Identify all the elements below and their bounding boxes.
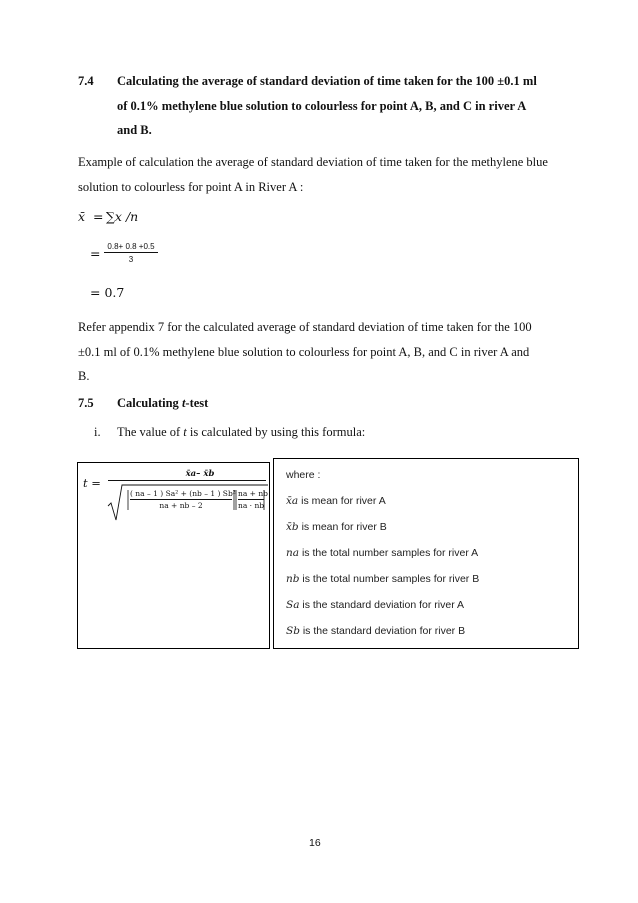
t-inner-numerator: ( na – 1 ) Sa² + (nb – 1 ) Sb² bbox=[130, 489, 236, 498]
t-numerator: x̄a– x̄b bbox=[185, 469, 215, 479]
where-row-text: is the standard deviation for river A bbox=[299, 599, 465, 611]
refer-line3: B. bbox=[78, 369, 90, 383]
where-row-symbol: na bbox=[286, 547, 300, 559]
eq1-rhs: ∑x /n bbox=[106, 209, 139, 224]
t-inner-fraction bbox=[130, 489, 236, 510]
where-row-text: is the total number samples for river B bbox=[299, 573, 480, 585]
where-title: where : bbox=[286, 469, 321, 481]
t-right-fraction bbox=[238, 489, 268, 510]
section-7-4-title-line1: Calculating the average of standard deviation of time taken for the 100 ±0.1 ml bbox=[117, 74, 537, 88]
where-row-n-b bbox=[286, 573, 479, 585]
where-row-text: is the standard deviation for river B bbox=[299, 625, 466, 637]
t-right-denominator: na · nb bbox=[238, 501, 265, 510]
section-7-4-title-line3: and B. bbox=[117, 123, 152, 137]
where-row-s-b bbox=[286, 625, 465, 637]
where-row-symbol: nb bbox=[286, 573, 300, 585]
refer-line1: Refer appendix 7 for the calculated average of standard deviation of time taken for the 100 bbox=[78, 320, 532, 334]
eq1-lhs: x̄ bbox=[78, 209, 86, 224]
eq2-fraction bbox=[104, 242, 158, 264]
t-formula-fraction bbox=[108, 469, 266, 481]
example-line2: solution to colourless for point A in River A : bbox=[78, 180, 304, 194]
where-row-symbol: x̄a bbox=[286, 495, 299, 507]
section-7-4-number: 7.4 bbox=[78, 74, 94, 88]
refer-line2: ±0.1 ml of 0.1% methylene blue solution to colourless for point A, B, and C in river A and bbox=[78, 345, 530, 359]
where-row-mean-b bbox=[286, 521, 387, 533]
where-row-symbol: Sa bbox=[286, 599, 300, 611]
t-inner-denominator: na + nb – 2 bbox=[159, 501, 203, 510]
t-label: t = bbox=[83, 476, 101, 490]
where-row-n-a bbox=[286, 547, 478, 559]
section-7-5-title-suffix: -test bbox=[185, 396, 209, 410]
eq2-numerator: 0.8+ 0.8 +0.5 bbox=[104, 242, 158, 253]
where-row-text: is mean for river A bbox=[298, 495, 386, 507]
eq2-denominator: 3 bbox=[128, 255, 134, 264]
list-item-text bbox=[117, 420, 365, 445]
where-box bbox=[273, 458, 579, 649]
section-7-4-title-line2: of 0.1% methylene blue solution to colourless for point A, B, and C in river A bbox=[117, 99, 527, 113]
eq2-op: = bbox=[90, 246, 101, 261]
eq1-op: = bbox=[93, 209, 104, 224]
where-row-symbol: Sb bbox=[286, 625, 300, 637]
section-7-5-title-prefix: Calculating bbox=[117, 396, 182, 410]
section-7-5-title-t: t bbox=[181, 396, 186, 410]
item-text-t: t bbox=[183, 425, 187, 439]
item-text-1: The value of bbox=[117, 425, 184, 439]
where-row-symbol: x̄b bbox=[286, 521, 299, 533]
where-row-text: is the total number samples for river A bbox=[299, 547, 479, 559]
eq3: = 0.7 bbox=[90, 285, 125, 300]
list-item-marker: i. bbox=[94, 425, 101, 439]
item-text-2: is calculated by using this formula: bbox=[186, 425, 366, 439]
example-line1: Example of calculation the average of standard deviation of time taken for the methylene blue bbox=[78, 155, 548, 169]
where-row-text: is mean for river B bbox=[298, 521, 387, 533]
formula-box bbox=[77, 462, 270, 649]
section-7-5-title bbox=[117, 396, 208, 411]
section-7-5-number: 7.5 bbox=[78, 396, 94, 410]
where-row-s-a bbox=[286, 599, 464, 611]
page-number: 16 bbox=[309, 837, 321, 849]
t-right-numerator: na + nb bbox=[238, 489, 268, 498]
where-row-mean-a bbox=[286, 495, 386, 507]
